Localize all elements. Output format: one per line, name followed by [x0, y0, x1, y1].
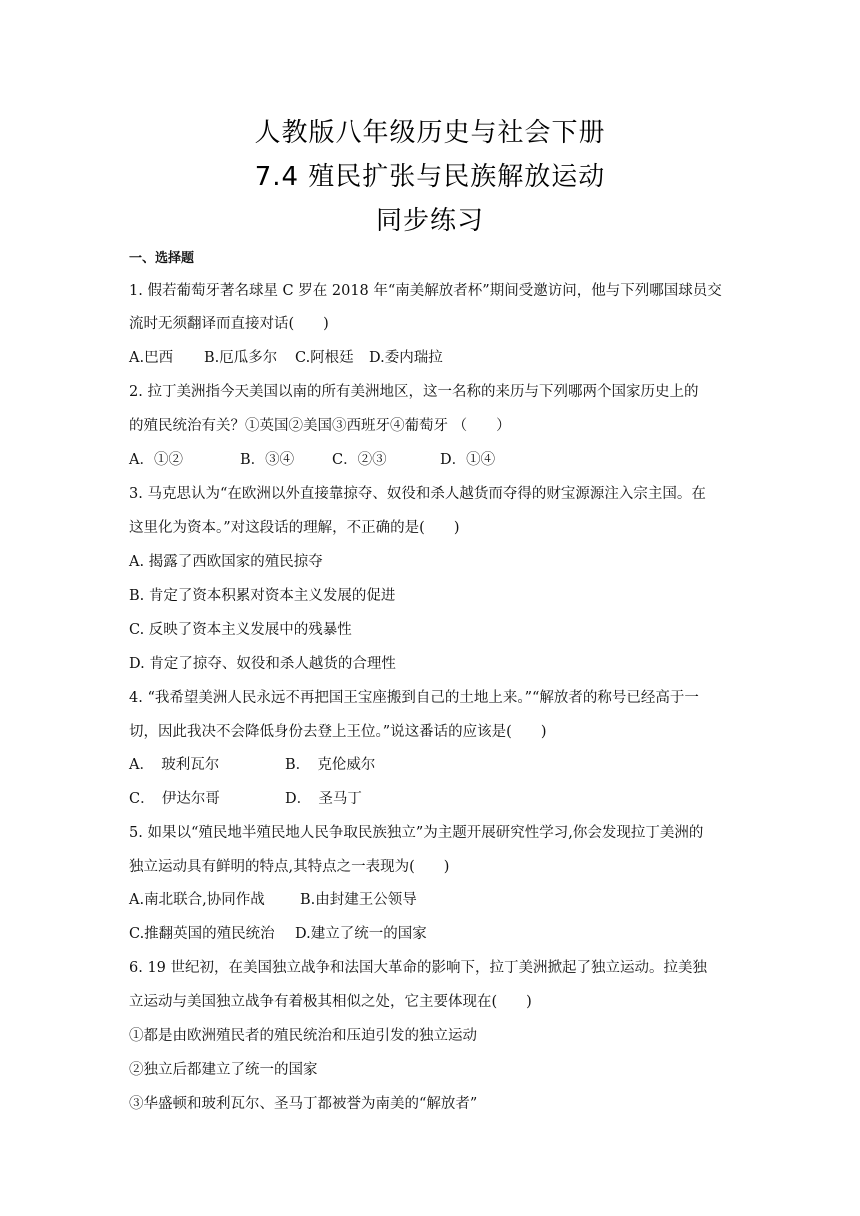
question-5-option-d: D.建立了统一的国家: [295, 926, 427, 942]
question-1-option-c: C.阿根廷: [295, 350, 354, 366]
question-1-option-d: D.委内瑞拉: [369, 350, 443, 366]
section-heading: 一、选择题: [129, 251, 195, 266]
question-5-line-1: 5. 如果以“殖民地半殖民地人民争取民族独立”为主题开展研究性学习,你会发现拉丁美洲的: [129, 825, 704, 841]
question-6-statement-3: ③华盛顿和玻利瓦尔、圣马丁都被誉为南美的“解放者”: [129, 1096, 478, 1112]
question-5-options-row-1: [129, 890, 417, 910]
question-2-option-b: B．③④: [240, 452, 295, 468]
question-1-line-2: 流时无须翻译而直接对话( ): [129, 316, 329, 332]
lesson-title: 7.4 殖民扩张与民族解放运动: [254, 162, 606, 192]
question-3-option-d: D. 肯定了掠夺、奴役和杀人越货的合理性: [129, 656, 396, 672]
question-2-option-c: C．②③: [332, 452, 387, 468]
question-3-option-c: C. 反映了资本主义发展中的残暴性: [129, 622, 352, 638]
question-1-option-a: A.巴西: [129, 350, 174, 366]
question-4-line-2: 切，因此我决不会降低身份去登上王位。”说这番话的应该是( ): [129, 724, 547, 740]
question-5-option-c: C.推翻英国的殖民统治: [129, 926, 275, 942]
question-2-options: [129, 450, 495, 470]
question-1-line-1: 1. 假若葡萄牙著名球星 C 罗在 2018 年“南美解放者杯”期间受邀访问，他与下列哪国球员交: [129, 283, 722, 299]
question-6-line-1: 6. 19 世纪初，在美国独立战争和法国大革命的影响下，拉丁美洲掀起了独立运动。拉美独: [129, 960, 707, 976]
question-4-options-row-1: [129, 755, 375, 775]
question-3-line-2: 这里化为资本。”对这段话的理解，不正确的是( ): [129, 520, 460, 536]
question-2-line-2: 的殖民统治有关？①英国②美国③西班牙④葡萄牙 （ ）: [129, 418, 511, 434]
question-2-line-1: 2. 拉丁美洲指今天美国以南的所有美洲地区，这一名称的来历与下列哪两个国家历史上的: [129, 384, 699, 400]
question-2-option-d: D．①④: [440, 452, 496, 468]
question-4-option-c: C． 伊达尔哥: [129, 791, 220, 807]
question-3-line-1: 3. 马克思认为“在欧洲以外直接靠掠夺、奴役和杀人越货而夺得的财宝源源注入宗主国。在: [129, 486, 706, 502]
question-1-options: [129, 348, 443, 368]
question-2-option-a: A．①②: [129, 452, 183, 468]
question-4-options-row-2: [129, 789, 362, 809]
question-5-options-row-2: [129, 924, 427, 944]
question-6-statement-2: ②独立后都建立了统一的国家: [129, 1062, 318, 1078]
question-6-statement-1: ①都是由欧洲殖民者的殖民统治和压迫引发的独立运动: [129, 1028, 477, 1044]
question-3-option-a: A. 揭露了西欧国家的殖民掠夺: [129, 554, 323, 570]
question-6-line-2: 立运动与美国独立战争有着极其相似之处，它主要体现在( ): [129, 994, 532, 1010]
document-title: 人教版八年级历史与社会下册: [254, 118, 606, 148]
document-subtitle: 同步练习: [375, 206, 484, 236]
question-4-option-b: B． 克伦威尔: [285, 757, 376, 773]
question-1-option-b: B.厄瓜多尔: [204, 350, 278, 366]
question-5-line-2: 独立运动具有鲜明的特点,其特点之一表现为( ): [129, 859, 450, 875]
question-3-option-b: B. 肯定了资本积累对资本主义发展的促进: [129, 588, 396, 604]
question-4-line-1: 4. “我希望美洲人民永远不再把国王宝座搬到自己的土地上来。”“解放者的称号已经高于一: [129, 690, 699, 706]
question-5-option-a: A.南北联合,协同作战: [129, 892, 265, 908]
question-5-option-b: B.由封建王公领导: [300, 892, 417, 908]
question-4-option-d: D． 圣马丁: [285, 791, 362, 807]
question-4-option-a: A． 玻利瓦尔: [129, 757, 220, 773]
